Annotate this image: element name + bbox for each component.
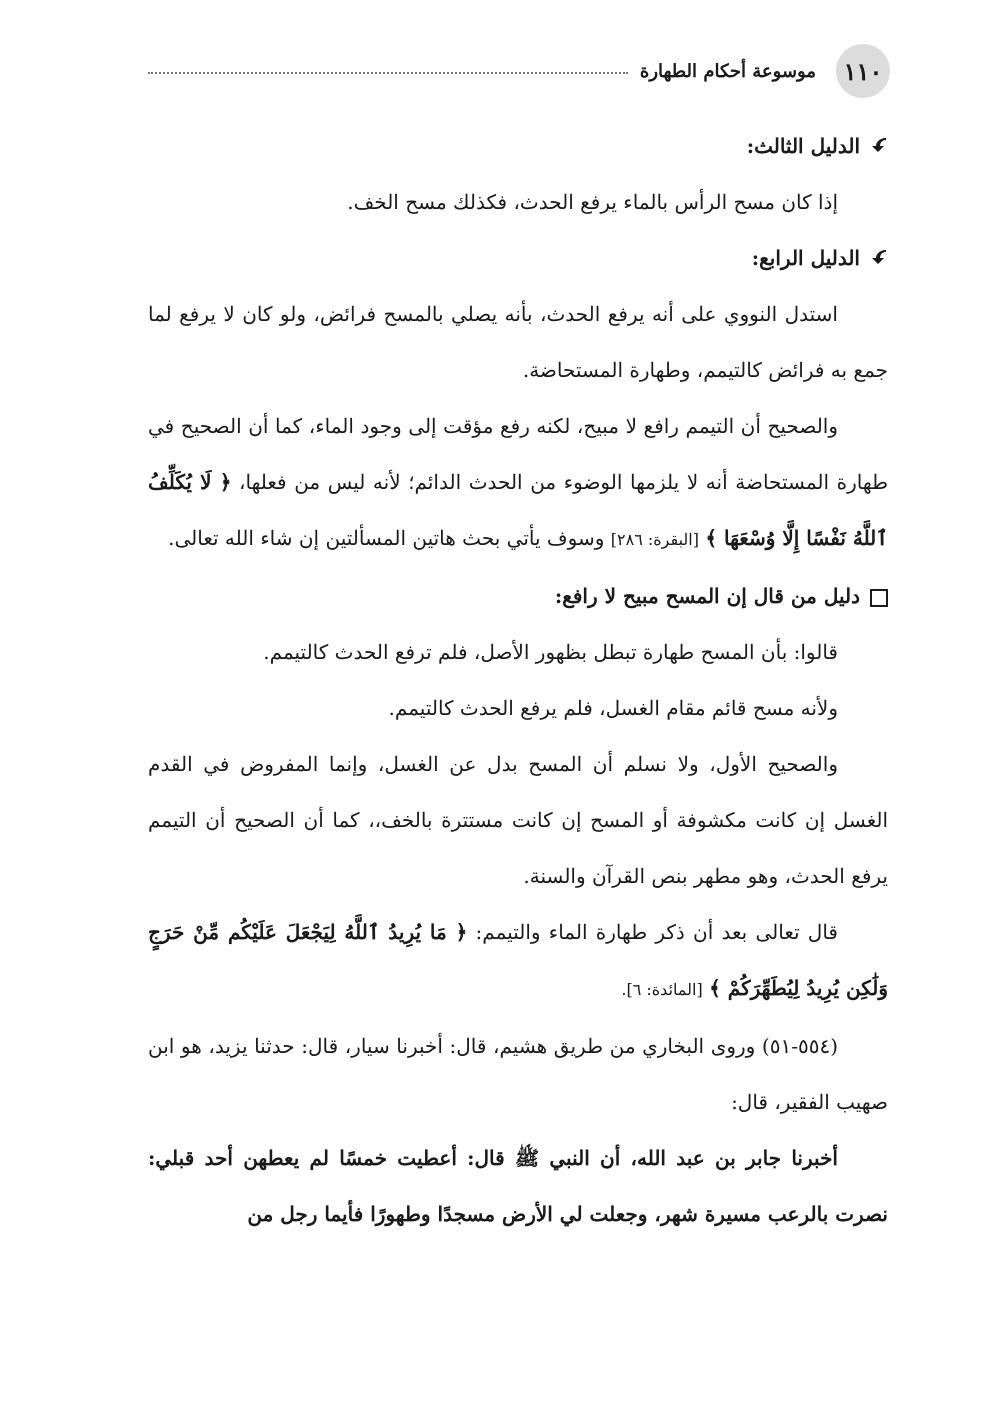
paragraph: (٥٥٤-٥١) وروى البخاري من طريق هشيم، قال: أخبرنا سيار، قال: حدثنا يزيد، هو ابن صهيب الفقير، قال: xyxy=(148,1034,888,1114)
arrow-bullet-icon xyxy=(870,230,888,286)
heading-text: الدليل الثالث: xyxy=(746,134,860,158)
paragraph: استدل النووي على أنه يرفع الحدث، بأنه يصلي بالمسح فرائض، ولو كان لا يرفع لما جمع به فرائض كالتيمم، وطهارة المستحاضة. xyxy=(148,302,888,382)
text-span: قال تعالى بعد أن ذكر طهارة الماء والتيمم: xyxy=(467,920,838,944)
text-span: وسوف يأتي بحث هاتين المسألتين إن شاء الله تعالى. xyxy=(168,526,611,550)
text-span: والصحيح أن التيمم رافع لا مبيح، لكنه رفع مؤقت إلى وجود الماء، كما أن الصحيح في طهارة المستحاضة أنه لا يلزمها الوضوء من الحدث الدائم؛ لأنه ليس من فعلها، xyxy=(148,414,888,494)
heading-fourth-evidence xyxy=(148,230,888,286)
section-title xyxy=(148,568,888,624)
hadith-text: أخبرنا جابر بن عبد الله، أن النبي ﷺ قال: أعطيت خمسًا لم يعطهن أحد قبلي: نصرت بالرعب مسيرة شهر، وجعلت لي الأرض مسجدًا وطهورًا فأيما رجل من xyxy=(148,1146,888,1226)
arrow-bullet-icon xyxy=(870,118,888,174)
quran-verse: ﴿ لَا يُكَلِّفُ ٱللَّهُ نَفْسًا إِلَّا وُسْعَهَا ﴾ xyxy=(148,470,888,550)
page-content xyxy=(148,118,888,1242)
paragraph xyxy=(148,904,888,1018)
verse-reference: [المائدة: ٦]. xyxy=(621,980,703,999)
quran-verse: ﴿ مَا يُرِيدُ ٱللَّهُ لِيَجْعَلَ عَلَيْكُم مِّنْ حَرَجٍ وَلَٰكِن يُرِيدُ لِيُطَهِّرَكُمْ ﴾ xyxy=(148,920,888,1000)
paragraph: قالوا: بأن المسح طهارة تبطل بظهور الأصل، فلم ترفع الحدث كالتيمم. xyxy=(263,640,838,664)
book-title: موسوعة أحكام الطهارة xyxy=(639,60,816,82)
section-title-text: دليل من قال إن المسح مبيح لا رافع: xyxy=(554,584,860,608)
verse-reference: [البقرة: ٢٨٦] xyxy=(610,530,699,549)
paragraph: والصحيح الأول، ولا نسلم أن المسح بدل عن الغسل، وإنما المفروض في القدم الغسل إن كانت مكشوفة أو المسح إن كانت مستترة بالخف،، كما أن الصحيح أن التيمم يرفع الحدث، وهو مطهر بنص القرآن والسنة. xyxy=(148,752,888,888)
header-dotted-line xyxy=(148,72,628,74)
paragraph: ولأنه مسح قائم مقام الغسل، فلم يرفع الحدث كالتيمم. xyxy=(388,696,838,720)
square-bullet-icon xyxy=(870,589,888,607)
paragraph xyxy=(148,398,888,568)
running-header xyxy=(148,56,828,86)
heading-text: الدليل الرابع: xyxy=(751,246,860,270)
heading-third-evidence xyxy=(148,118,888,174)
paragraph: إذا كان مسح الرأس بالماء يرفع الحدث، فكذلك مسح الخف. xyxy=(347,190,838,214)
page-number: ١١٠ xyxy=(836,44,890,98)
